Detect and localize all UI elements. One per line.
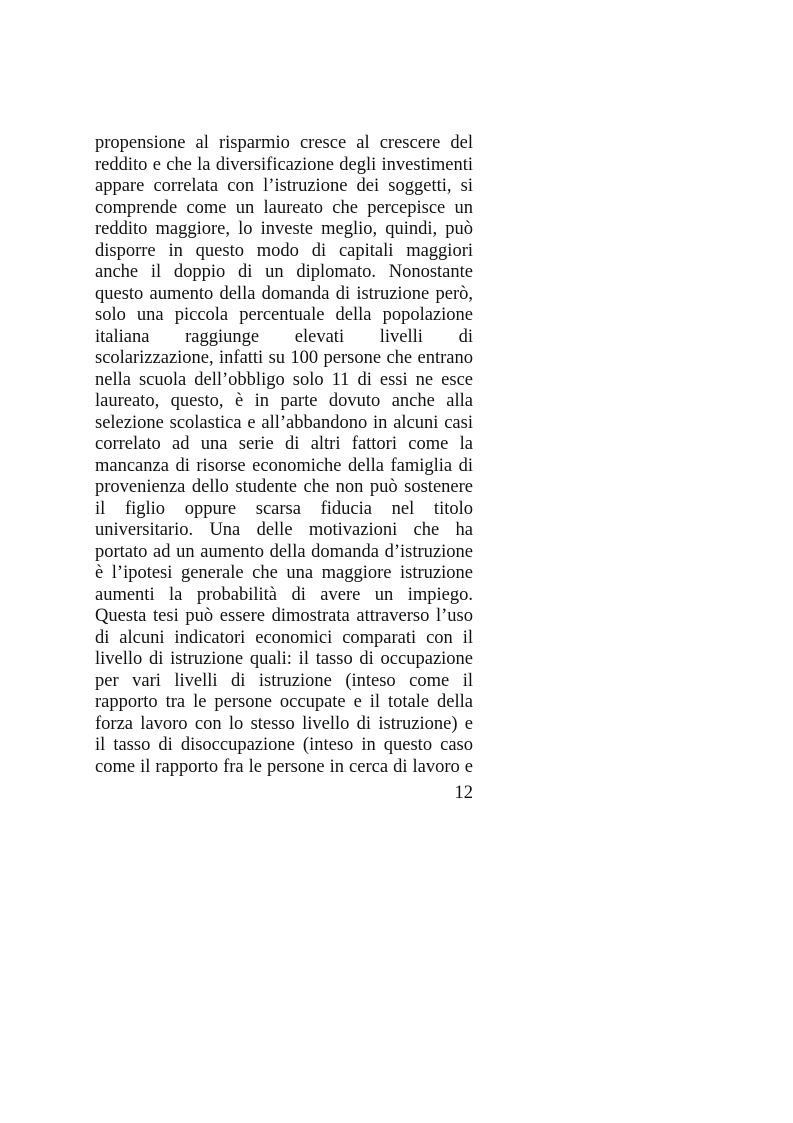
text-line: nella scuola dell’obbligo solo 11 di essi ne esce <box>95 369 473 390</box>
text-line: mancanza di risorse economiche della famiglia di <box>95 455 473 476</box>
text-line: anche il doppio di un diplomato. Nonostante <box>95 262 473 282</box>
text-line: di alcuni indicatori economici comparati con il <box>95 627 473 648</box>
text-line: disporre in questo modo di capitali maggiori <box>95 240 473 261</box>
text-line: portato ad un aumento della domanda d’istruzione <box>95 541 473 562</box>
text-line: solo una piccola percentuale della popolazione <box>95 305 473 325</box>
text-line: italiana raggiunge elevati livelli di <box>95 326 473 347</box>
text-line: il figlio oppure scarsa fiducia nel titolo <box>95 498 473 519</box>
text-line: scolarizzazione, infatti su 100 persone che entrano <box>95 348 473 368</box>
text-line: provenienza dello studente che non può sostenere <box>95 477 473 497</box>
text-line: Questa tesi può essere dimostrata attraverso l’uso <box>95 606 473 626</box>
text-line: reddito maggiore, lo investe meglio, quindi, può <box>95 219 473 239</box>
text-line: correlato ad una serie di altri fattori come la <box>95 434 473 454</box>
text-line: questo aumento della domanda di istruzione però, <box>95 283 473 304</box>
text-line: selezione scolastica e all’abbandono in alcuni casi <box>95 412 473 433</box>
text-line: appare correlata con l’istruzione dei soggetti, si <box>95 176 473 196</box>
text-line: per vari livelli di istruzione (inteso come il <box>95 670 473 691</box>
text-line: come il rapporto fra le persone in cerca di lavoro e <box>95 756 473 777</box>
text-line: rapporto tra le persone occupate e il totale della <box>95 692 473 712</box>
text-line: comprende come un laureato che percepisce un <box>95 197 473 218</box>
text-line: reddito e che la diversificazione degli investimenti <box>95 154 473 175</box>
text-line: è l’ipotesi generale che una maggiore istruzione <box>95 563 473 583</box>
text-line: universitario. Una delle motivazioni che ha <box>95 520 473 540</box>
text-line: livello di istruzione quali: il tasso di occupazione <box>95 649 473 669</box>
body-paragraph <box>95 133 473 778</box>
page-number: 12 <box>454 783 473 803</box>
text-line: laureato, questo, è in parte dovuto anche alla <box>95 391 473 411</box>
text-line: aumenti la probabilità di avere un impiego. <box>95 584 473 605</box>
text-line: il tasso di disoccupazione (inteso in questo caso <box>95 735 473 755</box>
text-line: forza lavoro con lo stesso livello di istruzione) e <box>95 713 473 734</box>
text-line: propensione al risparmio cresce al crescere del <box>95 133 473 153</box>
